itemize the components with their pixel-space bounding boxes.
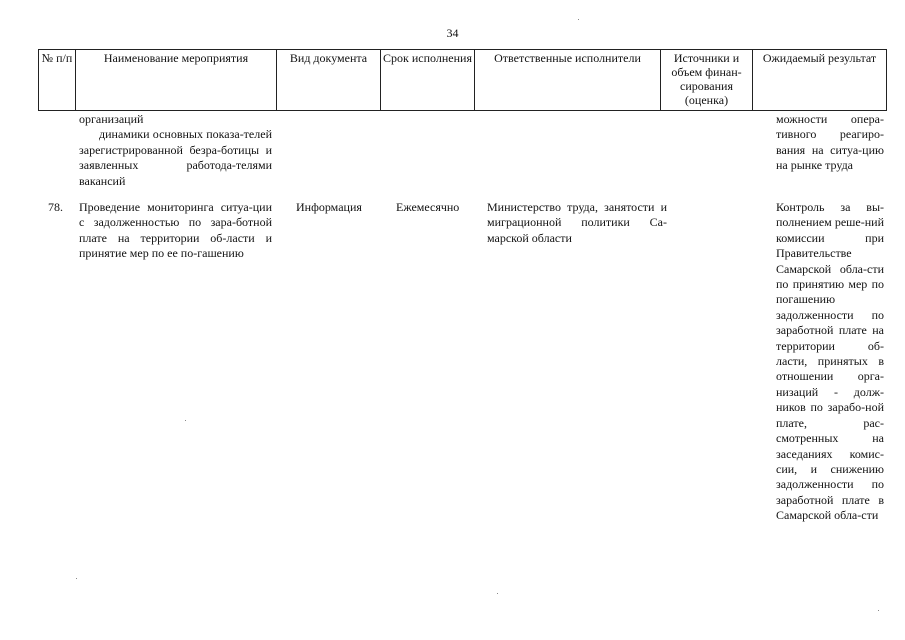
scan-speck xyxy=(497,593,498,594)
header-deadline: Срок исполнения xyxy=(381,50,475,111)
scan-speck xyxy=(185,420,186,421)
continuation-name-second: динамики основных показа-телей зарегистрированной безра-ботицы и заявленных работода-телями вакансий xyxy=(79,127,272,188)
page-number: 34 xyxy=(446,26,459,40)
header-responsible: Ответственные исполнители xyxy=(475,50,661,111)
header-expected-result: Ожидаемый результат xyxy=(753,50,887,111)
scan-speck xyxy=(76,578,77,579)
continuation-name-first: организаций xyxy=(79,112,144,126)
row-78-result: Контроль за вы-полнением реше-ний комиссии при Правительстве Самарской обла-сти по принятию мер по погашению задолженности по заработной плате на территории об-ласти, принятых в отношении орга-низаций - долж-ников по зарабо-ной плате, рас-смотренных на заседаниях комис-сии, и снижению задолженности по заработной плате в Самарской обла-сти xyxy=(776,200,884,523)
header-funding: Источники и объем финан-сирования (оценка) xyxy=(661,50,753,111)
header-document-type: Вид документа xyxy=(277,50,381,111)
row-78-doc-type: Информация xyxy=(296,200,362,214)
row-78-deadline: Ежемесячно xyxy=(396,200,460,214)
table-header xyxy=(38,49,887,111)
header-number: № п/п xyxy=(39,50,76,111)
continuation-result: можности опера-тивного реагиро-вания на ситуа-цию на рынке труда xyxy=(776,112,884,173)
continuation-name xyxy=(79,112,272,189)
row-78-responsible: Министерство труда, занятости и миграционной политики Са-марской области xyxy=(487,200,667,245)
scan-speck xyxy=(878,610,879,611)
row-78-name: Проведение мониторинга ситуа-ции с задолженностью по зара-ботной плате на территории об-ласти и принятие мер по ее по-гашению xyxy=(79,200,272,261)
scan-speck xyxy=(578,19,579,20)
header-event-name: Наименование мероприятия xyxy=(76,50,277,111)
row-78-number: 78. xyxy=(48,200,63,214)
